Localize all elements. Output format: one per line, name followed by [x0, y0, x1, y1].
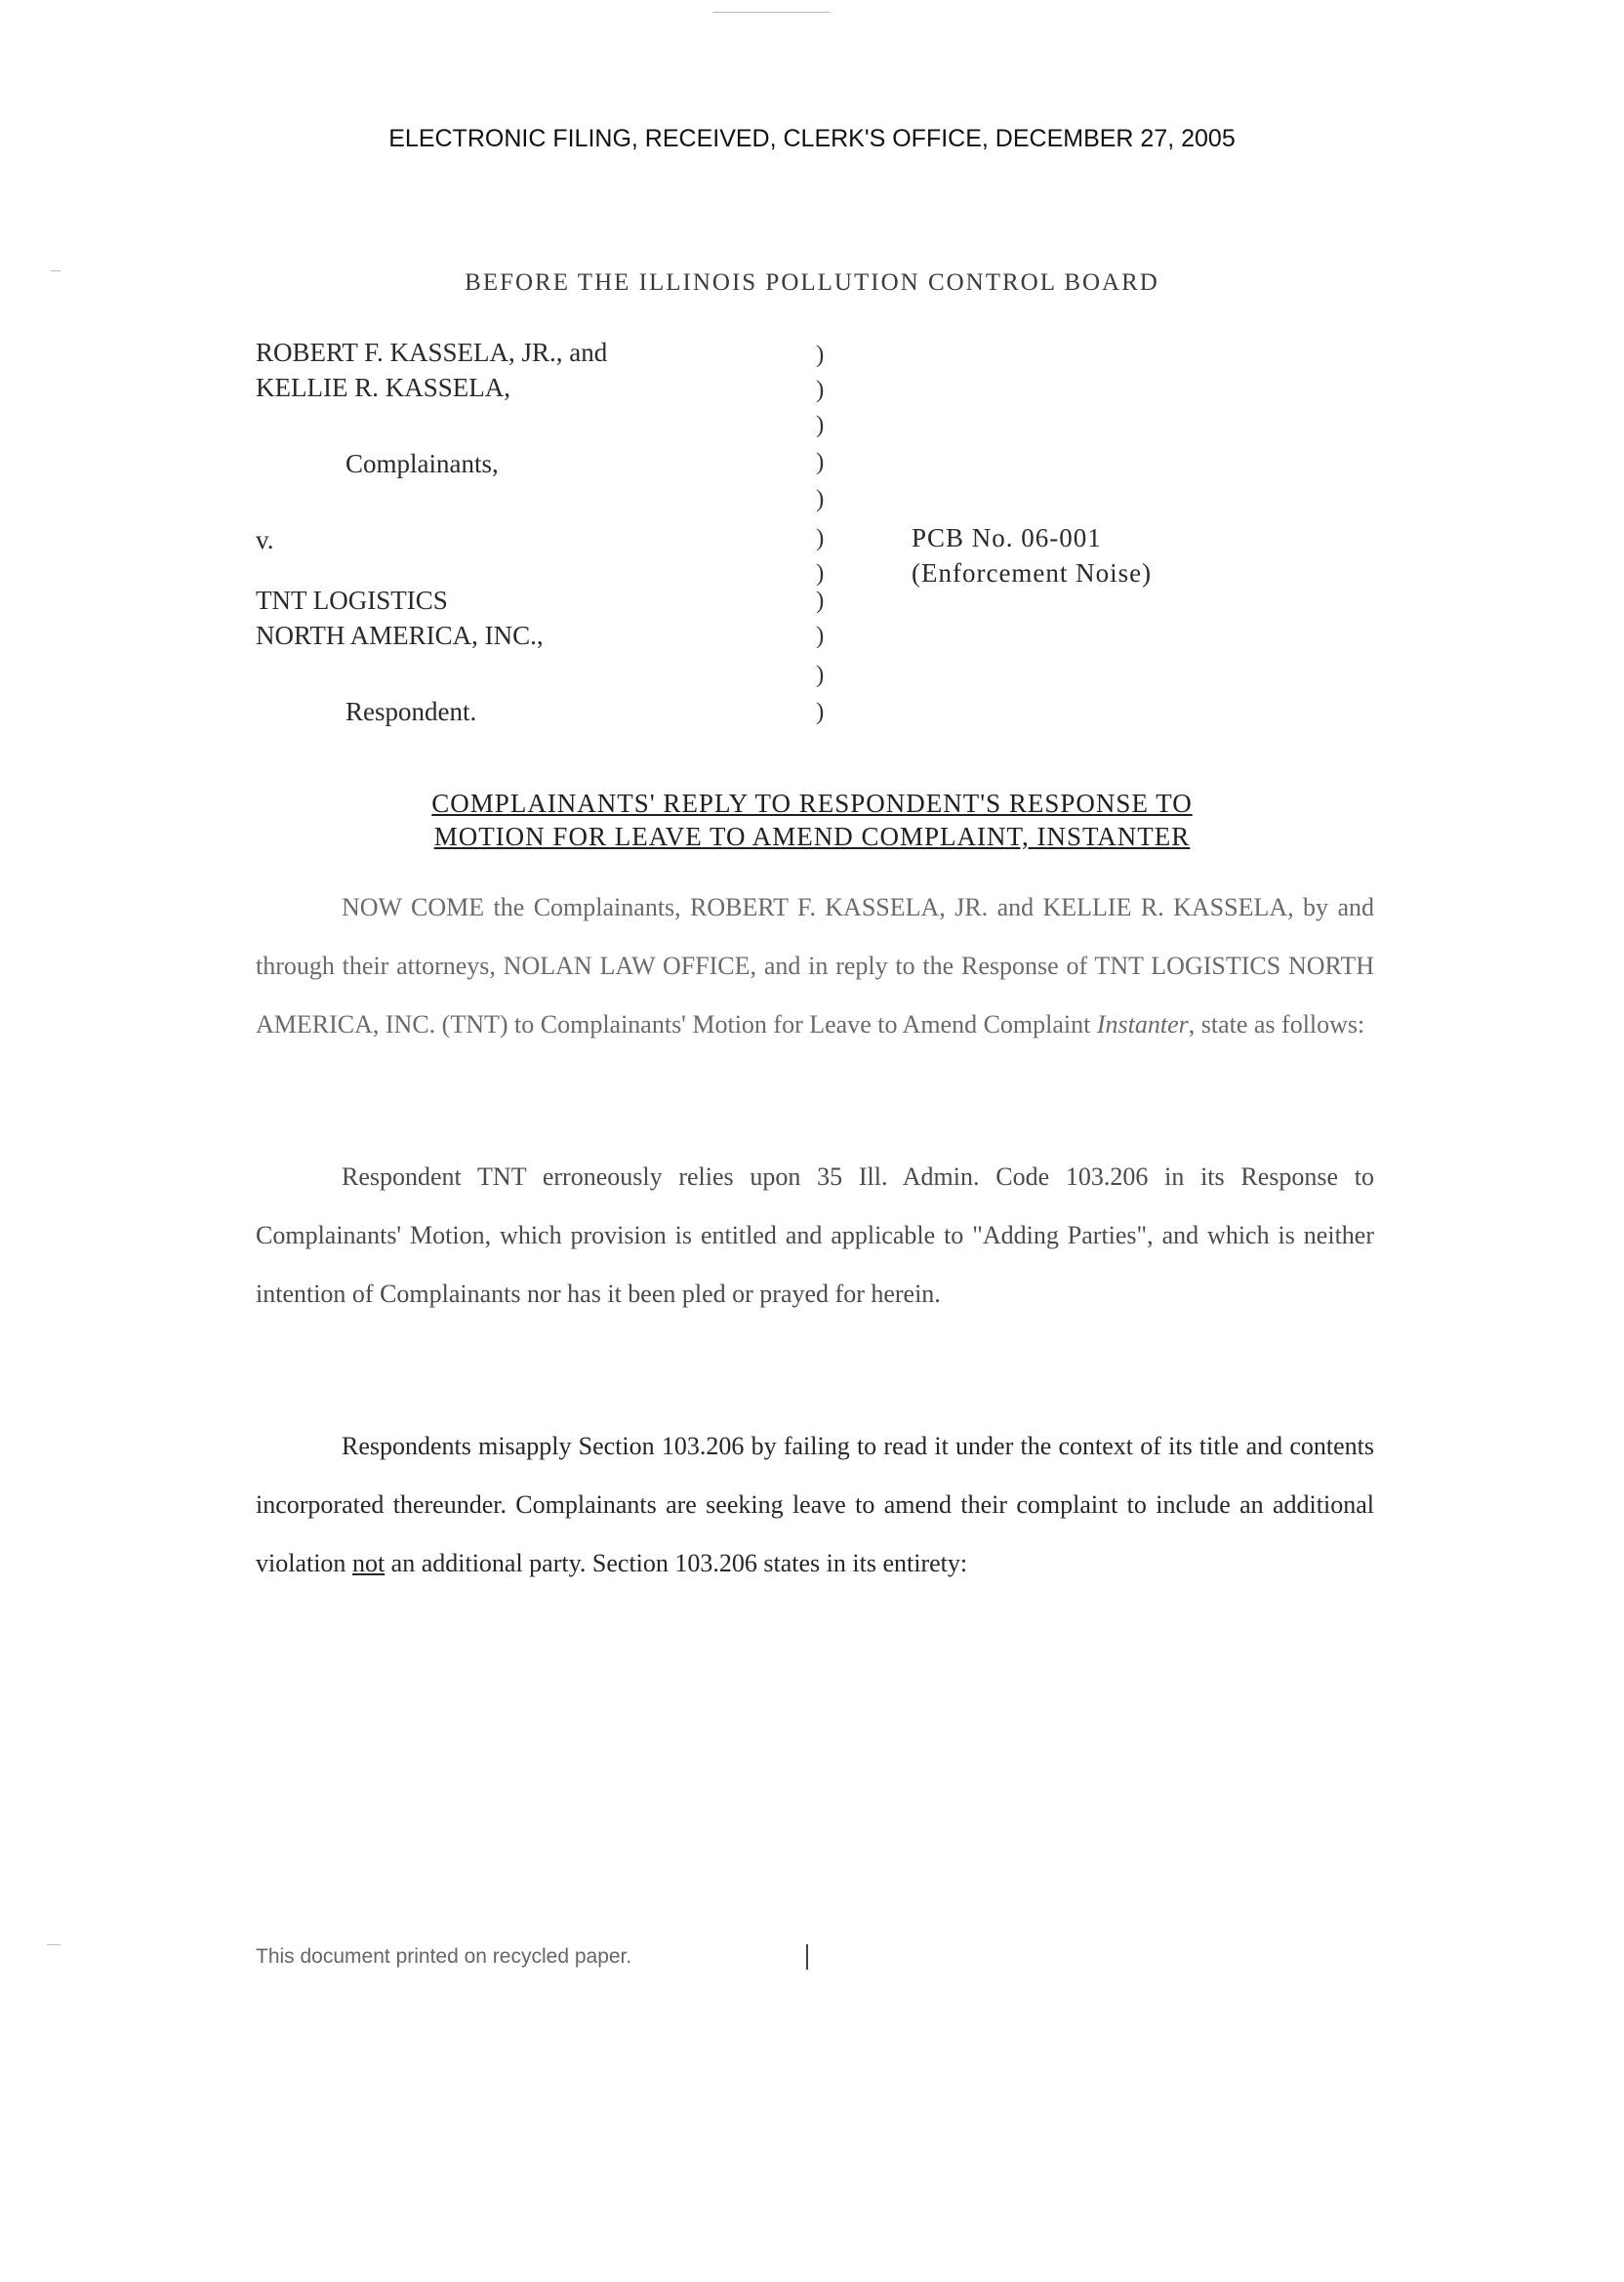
caption-paren: ) [816, 623, 825, 649]
respondent-label: Respondent. [345, 697, 477, 726]
caption-paren: ) [816, 449, 825, 475]
caption-paren: ) [816, 699, 825, 725]
electronic-filing-stamp: ELECTRONIC FILING, RECEIVED, CLERK'S OFFICE, DECEMBER 27, 2005 [388, 125, 1236, 152]
footer-divider-mark [806, 1944, 808, 1970]
scan-speck [51, 270, 61, 271]
complainants-label: Complainants, [345, 449, 499, 478]
caption-paren: ) [816, 525, 825, 551]
caption-paren: ) [816, 412, 825, 438]
scan-speck [712, 12, 830, 13]
complainant-name-line1: ROBERT F. KASSELA, JR., and [256, 338, 608, 367]
not-underlined: not [351, 1549, 386, 1577]
complainant-name-line2: KELLIE R. KASSELA, [256, 373, 510, 402]
respondent-name-line1: TNT LOGISTICS [256, 586, 448, 615]
paragraph-introduction: NOW COME the Complainants, ROBERT F. KASSELA, JR. and KELLIE R. KASSELA, by and through their attorneys, NOLAN LAW OFFICE, and in reply to the Response of TNT LOGISTICS NORTH AMERICA, INC. (TNT) to Complainants' Motion for Leave to Amend Complaint Instanter, state as follows: [256, 893, 1374, 1039]
versus-label: v. [256, 525, 274, 554]
paragraph-misapplication: Respondents misapply Section 103.206 by failing to read it under the context of its title and contents incorporated thereunder. Complainants are seeking leave to amend their complaint to include an additional violation not an additional party. Section 103.206 states in its entirety: [256, 1432, 1374, 1577]
case-number: PCB No. 06-001 [912, 523, 1102, 552]
respondent-name-line2: NORTH AMERICA, INC., [256, 621, 544, 650]
court-heading: BEFORE THE ILLINOIS POLLUTION CONTROL BOARD [465, 269, 1159, 296]
case-type: (Enforcement Noise) [912, 558, 1153, 588]
caption-paren: ) [816, 662, 825, 688]
paragraph-erroneous-reliance: Respondent TNT erroneously relies upon 35 Ill. Admin. Code 103.206 in its Response to Complainants' Motion, which provision is entitled and applicable to "Adding Parties", and which is neither intention of Complainants nor has it been pled or prayed for herein. [256, 1162, 1374, 1308]
caption-paren: ) [816, 560, 825, 587]
instanter-italic: Instanter [1096, 1010, 1189, 1039]
document-title-line1: COMPLAINANTS' REPLY TO RESPONDENT'S RESPONSE TO [431, 789, 1193, 818]
caption-paren: ) [816, 342, 825, 368]
recycled-paper-footer: This document printed on recycled paper. [256, 1945, 632, 1968]
scan-speck [47, 1944, 61, 1945]
caption-paren: ) [816, 588, 825, 614]
case-caption [256, 338, 1232, 728]
document-title [0, 787, 1624, 853]
document-title-line2: MOTION FOR LEAVE TO AMEND COMPLAINT, INSTANTER [433, 822, 1191, 851]
caption-paren: ) [816, 377, 825, 403]
caption-paren: ) [816, 486, 825, 512]
